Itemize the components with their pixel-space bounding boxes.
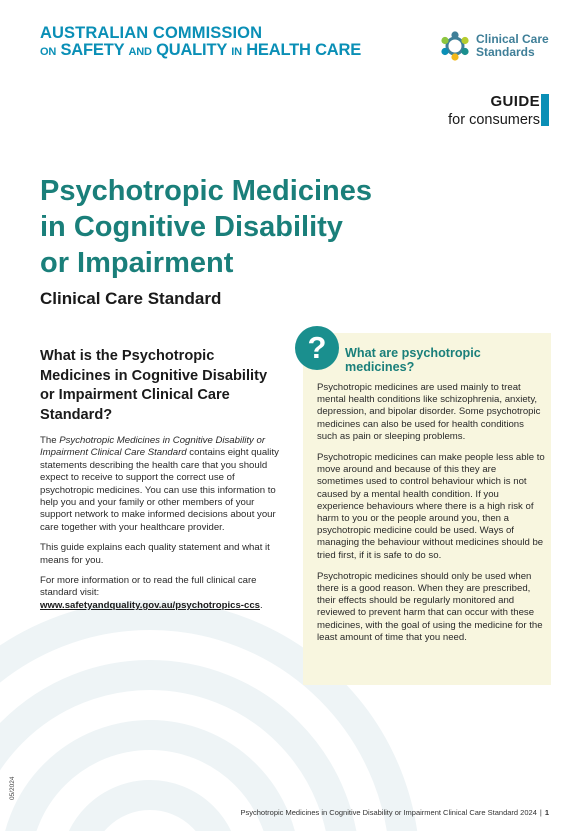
organisation-logo: [40, 25, 361, 60]
info-paragraph-3: Psychotropic medicines should only be used when there is a good reason. When they are prescribed, their effects should be regularly monitored and reviewed to prevent harm that can occur with these medicines, with the goal of using the medicine for the least amount of time that you need.: [317, 570, 543, 643]
org-name-line1: AUSTRALIAN COMMISSION: [40, 24, 263, 42]
document-subtitle: Clinical Care Standard: [40, 289, 222, 308]
intro-paragraph-3: For more information or to read the full clinical care standard visit: www.safetyandquality.gov.au/psychotropics-ccs.: [40, 575, 263, 611]
info-paragraph-2: Psychotropic medicines can make people less able to move around and because of this they are sometimes used to control behaviour which is not caused by a mental health condition. If you experience behaviours where there is a high risk of harm to you or the people around you, then a psychotropic medicine could be used. Ways of managing the behaviour without medicines should be tried first, if it is safe to do so.: [317, 452, 545, 561]
footer-separator: |: [539, 808, 542, 817]
intro-paragraph-1: The Psychotropic Medicines in Cognitive Disability or Impairment Clinical Care Standard contains eight quality statements describing the health care that you should expect to receive to support the correct use of psychotropic medicines. You can use this information to help you and your family or other members of your support network to make informed decisions about your care together with your healthcare provider.: [40, 435, 279, 533]
document-title: Psychotropic Medicines in Cognitive Disability or Impairment: [40, 175, 372, 279]
clinical-care-standards-logo: [440, 31, 549, 61]
info-panel-body: [317, 382, 545, 653]
intro-heading: What is the Psychotropic Medicines in Cognitive Disability or Impairment Clinical Care Standard?: [40, 348, 268, 423]
standard-link[interactable]: www.safetyandquality.gov.au/psychotropics-ccs: [40, 599, 260, 611]
page-footer: [240, 808, 549, 817]
info-panel-title: What are psychotropic medicines?: [345, 346, 481, 374]
publication-date: 05/2024: [9, 776, 16, 800]
intro-paragraph-2: This guide explains each quality statement and what it means for you.: [40, 542, 270, 566]
logo-text: Clinical Care Standards: [476, 32, 549, 59]
guide-label: [448, 93, 540, 129]
intro-section: [40, 347, 285, 620]
page-number: 1: [544, 808, 549, 817]
clinical-care-standards-icon: [440, 31, 470, 61]
org-name-line2: ON SAFETY AND QUALITY IN HEALTH CARE: [40, 41, 362, 60]
info-paragraph-1: Psychotropic medicines are used mainly to treat mental health conditions like schizophrenia, anxiety, depression, and bipolar disorder. Some psychotropic medicines can also be used for health conditions such as pain or sleeping problems.: [317, 382, 541, 442]
guide-audience: for consumers: [448, 112, 540, 128]
guide-title: GUIDE: [490, 93, 540, 110]
footer-text: Psychotropic Medicines in Cognitive Disability or Impairment Clinical Care Standard 2024: [240, 808, 537, 817]
question-icon: ?: [295, 326, 339, 370]
guide-accent-bar: [541, 94, 549, 126]
